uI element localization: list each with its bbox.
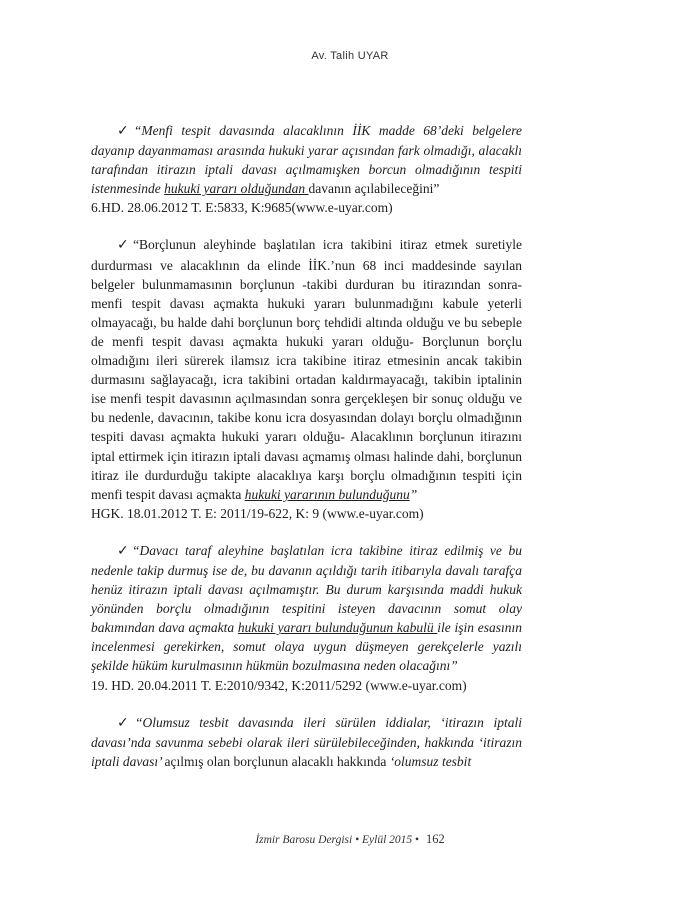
quote-text-end: ‘olumsuz tesbit [386,753,472,769]
plain-text: açılmış olan borçlunun alacaklı hakkında [164,753,387,769]
issue-date: Eylül 2015 [362,834,413,846]
checkmark-icon: ✓ [117,237,133,254]
case-excerpt-3 [91,541,522,695]
quote-text: “Davacı taraf aleyhine başlatılan icra takibine itiraz edilmiş ve bu nedenle takip durmuş ise de, bu davanın açıldığı tarih itibarıyla davalı tarafça henüz itirazın iptali davası açılmamıştır. Bu durum karşısında maddi hukuk yönünden borçlu olmadığının tespitini isteyen davacının somut olay bakımından dava açmakta [91,542,522,636]
header-author: Av. Talih UYAR [311,50,389,62]
underlined-phrase: hukuki yararı bulunduğunun kabulü [237,620,438,636]
checkmark-icon: ✓ [117,714,135,731]
quote-text: “Olumsuz tesbit davasında ileri sürülen iddialar, ‘itirazın iptali davası’nda savunma sebebi olarak ileri sürülebileceğinden, hakkında ‘itirazın iptali davası’ [91,714,522,769]
case-excerpt-1 [91,121,522,217]
citation: HGK. 18.01.2012 T. E: 2011/19-622, K: 9 (www.e-uyar.com) [91,505,424,521]
quote-paragraph [91,235,522,503]
running-header [0,50,700,62]
footer-separator: • [415,834,420,846]
page-number: 162 [425,832,445,846]
quote-text-end: ile işin esasının incelenmesi gerekirken, somut olaya uygun düşmeyen gerekçelerle yazılı şekilde hüküm kurulmasının hükmün bozulmasına neden olacağını” [91,620,523,674]
page-body [91,121,522,789]
case-excerpt-2 [91,235,522,522]
case-excerpt-4 [91,713,522,771]
quote-text: “Menfi tespit davasında alacaklının İİK madde 68’deki belgelere dayanıp dayanmaması arasında hukuki yarar açısından fark olmadığı, alacaklı tarafından itirazın iptali davası açılmamışken borcun olmadığının tespiti istenmesinde [91,123,522,197]
page-footer [0,832,700,847]
underlined-phrase: hukuki yararı olduğundan [164,181,309,197]
quote-text-end: ” [409,486,418,502]
underlined-phrase: hukuki yararının bulunduğunu [244,486,410,502]
quote-paragraph [91,121,522,198]
checkmark-icon: ✓ [117,123,134,139]
quote-paragraph [91,713,522,771]
quote-text-end: davanın açılabileceğini” [308,181,440,197]
journal-name: İzmir Barosu Dergisi [255,834,353,846]
quote-paragraph [91,541,522,676]
footer-separator: • [355,834,360,846]
citation: 6.HD. 28.06.2012 T. E:5833, K:9685(www.e-uyar.com) [91,200,393,216]
checkmark-icon: ✓ [117,542,132,559]
quote-text: “Borçlunun aleyhinde başlatılan icra takibini itiraz etmek suretiyle durdurması ve alacaklının da elinde İİK.’nun 68 inci maddesinde sayılan belgeler bulunmamasının borçlunun -takibi durduran bu itirazından sonra- menfi tespit davası açmakta hukuki yararı bulunmadığını kabule yeterli olmayacağı, bu halde dahi borçlunun borç tehdidi altında olduğu ve bu sebeple de menfi tespit davası açmakta hukuki yararı olduğu- Borçlunun borçlu olmadığını ileri sürerek ilamsız icra takibine itiraz etmesinin ancak takibin durmasını sağlayacağı, icra takibini ortadan kaldırmayacağı, takibin iptalinin ise menfi tespit davasının açılmasından sonra gerçekleşen bir sonuç olduğu ve bu nedenle, davacının, takibe konu icra dosyasından dolayı borçlu olmadığının tespiti davası açmakta hukuki yararı olduğu- Alacaklının borçlunun itirazını iptal ettirmek için itirazın iptali davası açmamış olması halinde dahi, borçlunun itiraz ile durdurduğu takipte alacaklıya karşı borçlu olmadığının tespiti için menfi tespit davası açmakta [91,237,522,502]
citation: 19. HD. 20.04.2011 T. E:2010/9342, K:2011/5292 (www.e-uyar.com) [91,677,467,693]
